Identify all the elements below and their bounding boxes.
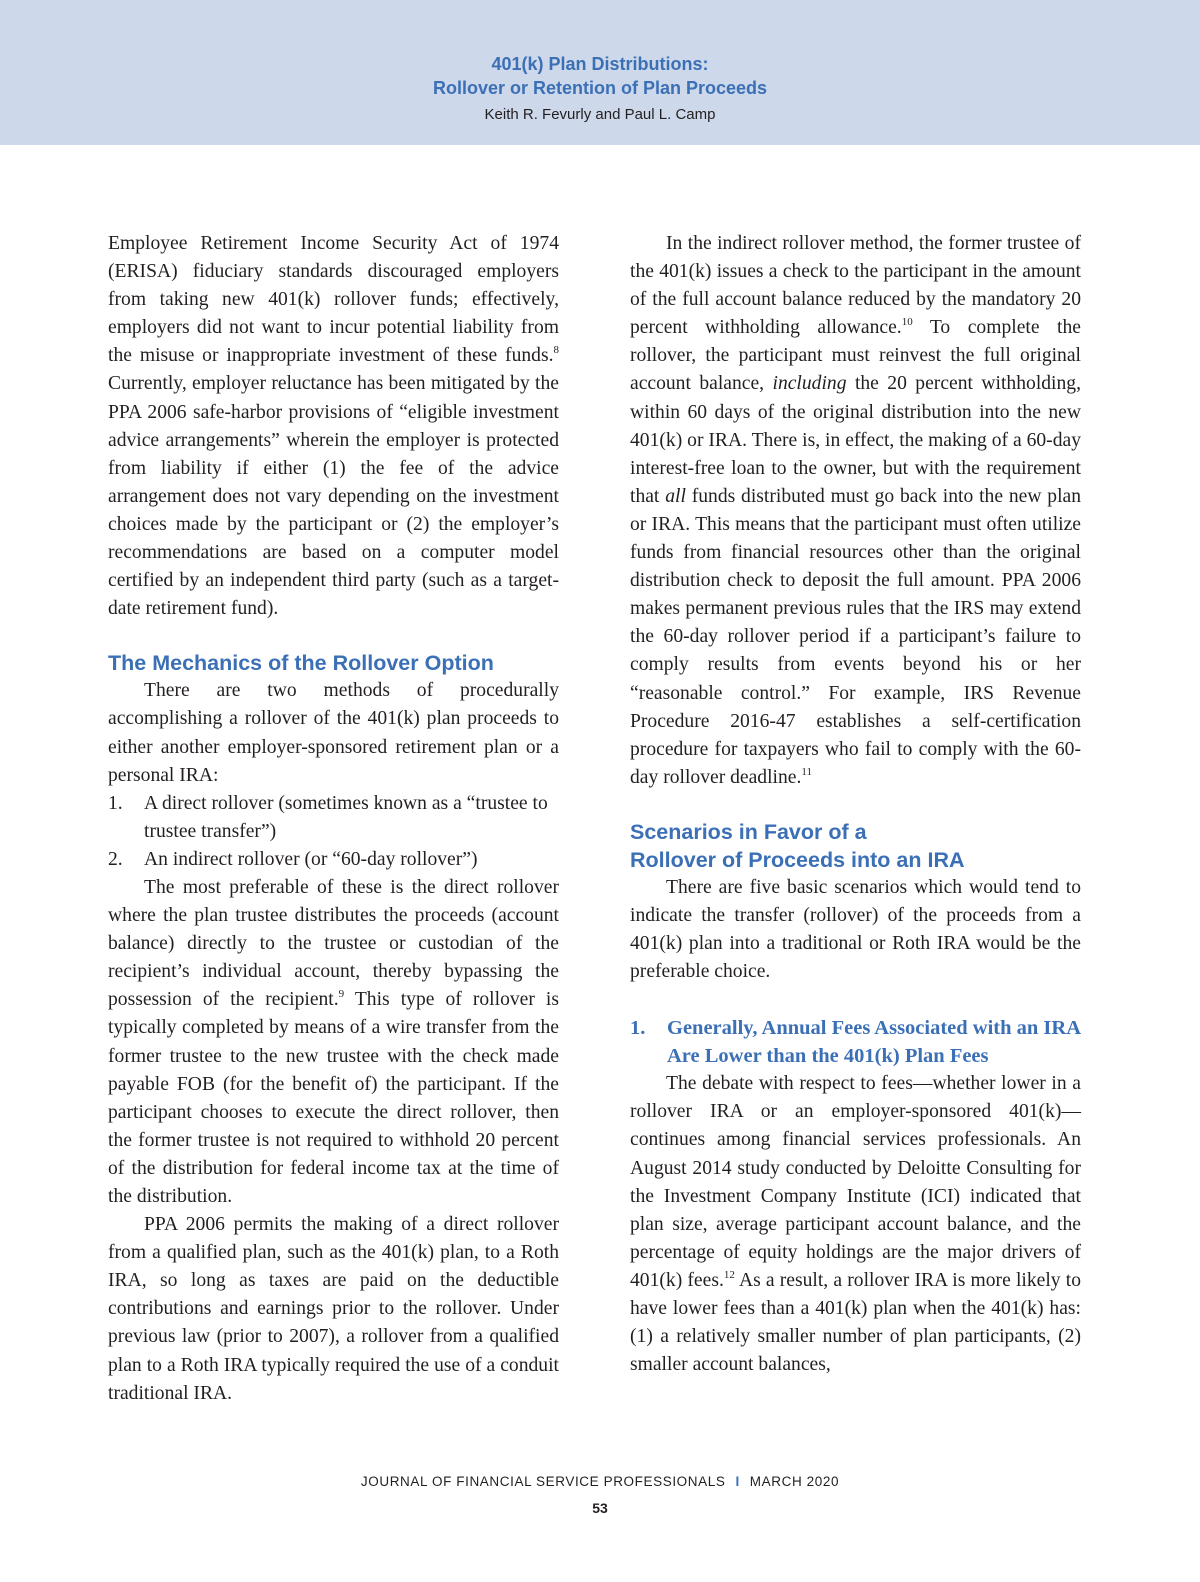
footnote-ref: 11: [801, 765, 812, 778]
emphasis: including: [772, 373, 847, 395]
list-text: A direct rollover (sometimes known as a “trustee to trustee transfer”): [144, 792, 548, 842]
subsection-heading: [630, 1014, 1081, 1070]
text: the 20 percent withholding, within 60 days of the original distribution into the new 401(k) or IRA. There is, in effect, the making of a 60-day interest-free loan to the owner, but with the requirement that: [630, 373, 1081, 507]
footer-separator: I: [735, 1474, 740, 1489]
subsection-number: 1.: [630, 1017, 646, 1040]
journal-name: JOURNAL OF FINANCIAL SERVICE PROFESSIONALS: [360, 1474, 726, 1489]
text: As a result, a rollover IRA is more likely to have lower fees than a 401(k) plan when the 401(k) has: (1) a relatively smaller number of plan participants, (2) smaller account balances,: [630, 1269, 1081, 1376]
section-heading: [630, 818, 1081, 874]
text: Currently, employer reluctance has been mitigated by the PPA 2006 safe-harbor provisions of “eligible investment advice arrangements” wherein the employer is protected from liability if either (1) the fee of the advice arrangement does not vary depending on the investment choices made by the participant or (2) the employer’s recommendations are based on a computer model certified by an independent third party (such as a target-date retirement fund).: [108, 373, 559, 620]
section-heading: The Mechanics of the Rollover Option: [108, 651, 494, 676]
footnote-ref: 12: [723, 1268, 735, 1281]
text: This type of rollover is typically completed by means of a wire transfer from the former trustee to the new trustee with the check made payable FOB (for the benefit of) the participant. If the participant chooses to execute the direct rollover, then the former trustee is not required to withhold 20 percent of the distribution for federal income tax at the time of the distribution.: [108, 989, 559, 1207]
page-number: 53: [592, 1500, 608, 1516]
subsection-title: Generally, Annual Fees Associated with an IRA Are Lower than the 401(k) Plan Fees: [667, 1017, 1080, 1068]
emphasis: all: [665, 485, 686, 507]
list-item: [108, 846, 559, 874]
running-header: [0, 0, 1200, 145]
left-column: [108, 230, 559, 1408]
paragraph: [108, 230, 559, 623]
list-number: 1.: [108, 792, 123, 814]
heading-line: Scenarios in Favor of a: [630, 819, 867, 844]
running-footer: [0, 1474, 1200, 1489]
article-title-line2: Rollover or Retention of Plan Proceeds: [432, 78, 768, 98]
paragraph: [630, 230, 1081, 792]
text: In the indirect rollover method, the former trustee of the 401(k) issues a check to the participant in the amount of the full account balance reduced by the mandatory 20 percent withholding allowance.: [630, 233, 1081, 339]
paragraph: There are two methods of procedurally accomplishing a rollover of the 401(k) plan proceeds to either another employer-sponsored retirement plan or a personal IRA:: [108, 680, 559, 786]
list-text: An indirect rollover (or “60-day rollover”): [144, 848, 478, 870]
footnote-ref: 9: [338, 988, 345, 1001]
text: The debate with respect to fees—whether lower in a rollover IRA or an employer-sponsored 401(k)—continues among financial services professionals. An August 2014 study conducted by Deloitte Consulting for the Investment Company Institute (ICI) indicated that plan size, average participant account balance, and the percentage of equity holdings are the major drivers of 401(k) fees.: [630, 1073, 1081, 1291]
list-item: [108, 790, 559, 846]
article-authors: Keith R. Fevurly and Paul L. Camp: [484, 106, 716, 123]
paragraph: [630, 1070, 1081, 1379]
paragraph: PPA 2006 permits the making of a direct rollover from a qualified plan, such as the 401(k) plan, to a Roth IRA, so long as taxes are paid on the deductible contributions and earnings prior to the rollover. Under previous law (prior to 2007), a rollover from a qualified plan to a Roth IRA typically required the use of a conduit traditional IRA.: [108, 1214, 559, 1404]
text: The most preferable of these is the direct rollover where the plan trustee distributes the proceeds (account balance) directly to the trustee or custodian of the recipient’s individual account, thereby bypassing the possession of the recipient.: [108, 876, 559, 1011]
text: To complete the rollover, the participant must reinvest the full original account balance,: [630, 317, 1081, 395]
heading-line: Rollover of Proceeds into an IRA: [630, 847, 965, 872]
text: funds distributed must go back into the new plan or IRA. This means that the participant must often utilize funds from financial resources other than the original distribution check to deposit the full amount. PPA 2006 makes permanent previous rules that the IRS may extend the 60-day rollover period if a participant’s failure to comply results from events beyond his or her “reasonable control.” For example, IRS Revenue Procedure 2016-47 establishes a self-certification procedure for taxpayers who fail to comply with the 60-day rollover deadline.: [630, 485, 1082, 788]
paragraph: [108, 874, 559, 1211]
right-column: [630, 230, 1081, 1379]
footnote-ref: 8: [553, 344, 559, 357]
list-number: 2.: [108, 848, 123, 870]
text: Employee Retirement Income Security Act of 1974 (ERISA) fiduciary standards discouraged employers from taking new 401(k) rollover funds; effectively, employers did not want to incur potential liability from the misuse or inappropriate investment of these funds.: [108, 233, 559, 367]
article-title-line1: 401(k) Plan Distributions:: [491, 54, 709, 74]
footnote-ref: 10: [901, 316, 913, 329]
numbered-list: [108, 790, 559, 874]
issue-date: MARCH 2020: [749, 1474, 840, 1489]
paragraph: There are five basic scenarios which would tend to indicate the transfer (rollover) of the proceeds from a 401(k) plan into a traditional or Roth IRA would be the preferable choice.: [630, 876, 1081, 983]
